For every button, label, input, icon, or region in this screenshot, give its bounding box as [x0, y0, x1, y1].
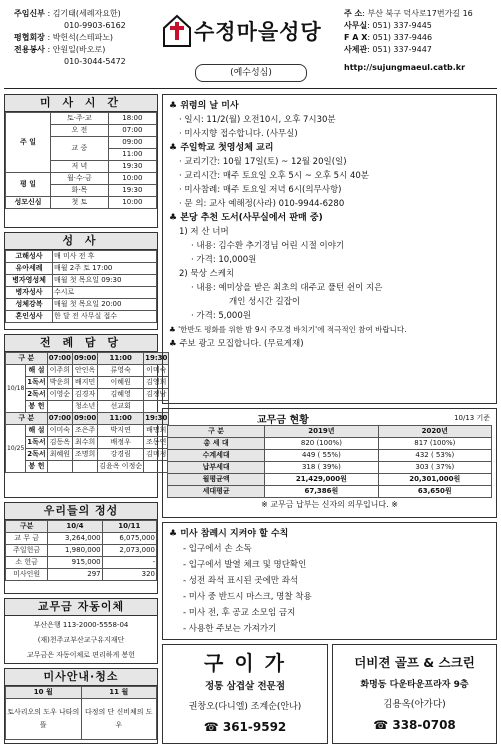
table-row: 교 중 09:00	[6, 137, 157, 149]
table-row: 성체강복 매월 첫 목요일 20:00	[6, 299, 157, 311]
table-row: 구 분 2019년 2020년	[168, 426, 492, 438]
ad-people: 권창오(다니엘) 조계순(안나)	[188, 702, 302, 712]
mass-times-title: 미 사 시 간	[5, 95, 157, 112]
rule-item: - 입구에서 발열 체크 및 명단확인	[183, 560, 307, 570]
contact-row: F A X: 051) 337-9446	[344, 33, 433, 42]
offering-title: 우리들의 정성	[5, 503, 157, 520]
staff-list	[8, 8, 158, 68]
table-row: 교 무 금 3,264,000 6,075,000	[6, 533, 157, 545]
staff-row: 주임신부 : 김기태(세례자요한)	[14, 9, 121, 18]
ad-person: 김용옥(아가다)	[383, 699, 446, 710]
rule-item: - 미사 중 반드시 마스크, 명찰 착용	[183, 592, 312, 602]
notice-line: · 교리시간: 매주 토요일 오후 5시 ~ 오후 5시 40분	[179, 171, 370, 181]
table-row: 월평균액 21,429,000원 20,301,000원	[168, 474, 492, 486]
contact-row: 사무실: 051) 337-9445	[344, 21, 432, 30]
notice-line: ♣ 주일학교 첫영성체 교리	[169, 143, 274, 153]
table-row: 1독서 김동옥 최수희 배정우 조동연	[6, 437, 169, 449]
table-row: 세대평균 67,386원 63,650원	[168, 486, 492, 498]
ad-address: 화명동 다운타운프라자 9층	[360, 680, 469, 690]
table-row: 구 분 07:00 09:00 11:00 19:30	[6, 413, 169, 425]
table-row: 고해성사 매 미사 전 후	[6, 251, 157, 263]
notice-line: · 교리기간: 10월 17일(토) ~ 12월 20일(일)	[179, 157, 347, 167]
table-row: 저 녁 19:30	[6, 161, 157, 173]
ad-golf	[332, 644, 497, 744]
table-row: 유아세례 매월 2주 토 17:00	[6, 263, 157, 275]
notice-line: · 일시: 11/2(월) 오전10시, 오후 7시30분	[179, 115, 336, 125]
notice-line: ♣ 위령의 날 미사	[169, 101, 239, 111]
ad-phone: ☎ 361-9592	[203, 720, 287, 734]
table-row: 평 일 월·수·금 10:00	[6, 173, 157, 185]
table-row: 소 헌금 915,000 -	[6, 557, 157, 569]
notice-line: ♣ 주보 광고 모집합니다. (무료게재)	[169, 339, 304, 349]
table-row: 봉 헌 김윤옥 이정순	[6, 461, 169, 473]
ad-name: 구 이 가	[204, 651, 286, 675]
staff-row: 평협회장 : 박헌석(스테파노)	[14, 33, 114, 42]
notice-line: 1) 저 산 너머	[179, 227, 229, 237]
sacraments-table	[5, 250, 157, 323]
transfer-title: 교무금 자동이체	[5, 599, 157, 616]
table-row: 성모신심 첫 토 10:00	[6, 197, 157, 209]
notice-line: · 내용: 김수환 추기경님 어린 시절 이야기	[191, 241, 345, 251]
notice-line: · 문 의: 교사 예해정(사라) 010-9944-6280	[179, 199, 345, 209]
mass-times-box	[4, 94, 158, 228]
table-row: 11:00	[6, 149, 157, 161]
tithe-date: 10/13 기준	[454, 414, 490, 422]
table-row: 납부세대 318 ( 39%) 303 ( 37%)	[168, 462, 492, 474]
table-row: 미사인원 297 320	[6, 569, 157, 581]
notice-line: 2) 묵상 스케치	[179, 269, 235, 279]
header-divider	[4, 88, 497, 89]
tithe-box	[162, 408, 497, 518]
ministry-title: 전 례 담 당	[5, 335, 157, 352]
transfer-note: 교무금은 자동이체로 편리하게 봉헌	[26, 651, 136, 659]
notice-line: ♣ 본당 추천 도서(사무실에서 판매 중)	[169, 213, 323, 223]
tithe-note: ※ 교무금 납부는 신자의 의무입니다. ※	[261, 500, 398, 509]
transfer-box	[4, 598, 158, 664]
notice-line: · 가격: 10,000원	[191, 255, 257, 265]
table-row: 토사리오의 도우 나타의 뜰 다정의 단 신비체의 도우	[6, 699, 157, 740]
ministry-table	[5, 352, 169, 473]
contact-info	[344, 8, 499, 74]
offering-box	[4, 502, 158, 594]
table-row: 구분 10/4 10/11	[6, 521, 157, 533]
rules-box	[162, 522, 497, 640]
table-row: 10/18 해 설 이주희 안인옥 류영숙 이미숙	[6, 365, 169, 377]
tithe-title: 교무금 현황	[257, 415, 309, 426]
table-row: 주일헌금 1,980,000 2,073,000	[6, 545, 157, 557]
account-holder: (재)천주교부산교구유지재단	[37, 636, 125, 644]
notices-box	[162, 94, 497, 404]
staff-row: 010-3044-5472	[64, 57, 126, 66]
notice-line: · 가격: 5,000원	[191, 311, 251, 321]
contact-row: 주 소: 부산 북구 덕사로17번가길 16	[344, 9, 473, 18]
ad-name: 더비젼 골프 & 스크린	[354, 655, 475, 670]
guide-table	[5, 686, 157, 740]
church-logo	[162, 10, 338, 54]
offering-table	[5, 520, 157, 581]
notice-line: ♣ '한반도 평화를 위한 밤 9시 주모경 바치기'에 적극적인 참여 바랍니다.	[169, 325, 407, 334]
table-row: 1독서 박운희 배지민 이혜원 김영희	[6, 377, 169, 389]
ad-guiga	[162, 644, 328, 744]
table-row: 병자성사 수시로	[6, 287, 157, 299]
rule-item: - 사용한 주보는 가져가기	[183, 624, 277, 634]
contact-row: 사제관: 051) 337-9447	[344, 45, 432, 54]
tithe-table	[167, 425, 492, 498]
mass-times-table	[5, 112, 157, 209]
table-row: 10 월 11 월	[6, 687, 157, 699]
rule-item: - 미사 전, 후 공교 소모임 금지	[183, 608, 296, 618]
notice-line: 개인 성시간 길잡이	[229, 297, 301, 307]
staff-row: 010-9903-6162	[64, 21, 126, 30]
ad-phone: ☎ 338-0708	[373, 718, 456, 732]
website-url[interactable]: http://sujungmaeul.catb.kr	[344, 63, 466, 72]
ad-desc: 정통 삼겹살 전문점	[204, 681, 286, 692]
table-row: 봉 헌 청소년 선교회	[6, 401, 169, 413]
church-subtitle: (예수성심)	[195, 64, 307, 82]
sacraments-title: 성 사	[5, 233, 157, 250]
table-row: 화·목 19:30	[6, 185, 157, 197]
guide-title: 미사안내·청소	[5, 669, 157, 686]
rule-item: - 성전 좌석 표시된 곳에만 좌석	[183, 576, 299, 586]
table-row: 혼인성사 한 달 전 사무실 접수	[6, 311, 157, 323]
sacraments-box	[4, 232, 158, 330]
notice-line: · 미사참례: 매주 토요일 저녁 6시(의무사항)	[179, 185, 342, 195]
table-row: 오 전 07:00	[6, 125, 157, 137]
table-row: 구 분 07:00 09:00 11:00 19:30	[6, 353, 169, 365]
notice-line: · 내용: 예미상을 받은 최초의 대주교 풀턴 쉰이 지은	[191, 283, 383, 293]
rules-title: ♣ 미사 참례시 지켜야 할 수칙	[169, 529, 289, 539]
guide-box	[4, 668, 158, 744]
account-number: 부산은행 113-2000-5558-04	[33, 621, 129, 629]
table-row: 수계세대 449 ( 55%) 432 ( 53%)	[168, 450, 492, 462]
rule-item: - 입구에서 손 소독	[183, 544, 252, 554]
ministry-box	[4, 334, 168, 498]
table-row: 병자영성체 매월 첫 목요일 09:30	[6, 275, 157, 287]
staff-row: 전용봉사 : 안원일(바오로)	[14, 45, 106, 54]
table-row: 총 세 대 820 (100%) 817 (100%)	[168, 438, 492, 450]
table-row: 10/25 해 설 이미숙 조은주 박지연 배명희	[6, 425, 169, 437]
table-row: 주 일 토·주·교 18:00	[6, 113, 157, 125]
church-emblem-icon	[162, 14, 192, 48]
table-row: 2독서 이영순 김경자 김혜영 김정남	[6, 389, 169, 401]
notice-line: · 미사지향 접수합니다. (사무실)	[179, 129, 298, 139]
church-name: 수정마을성당	[194, 20, 322, 44]
table-row: 2독서 최혜원 조명희 강경림 김미정	[6, 449, 169, 461]
